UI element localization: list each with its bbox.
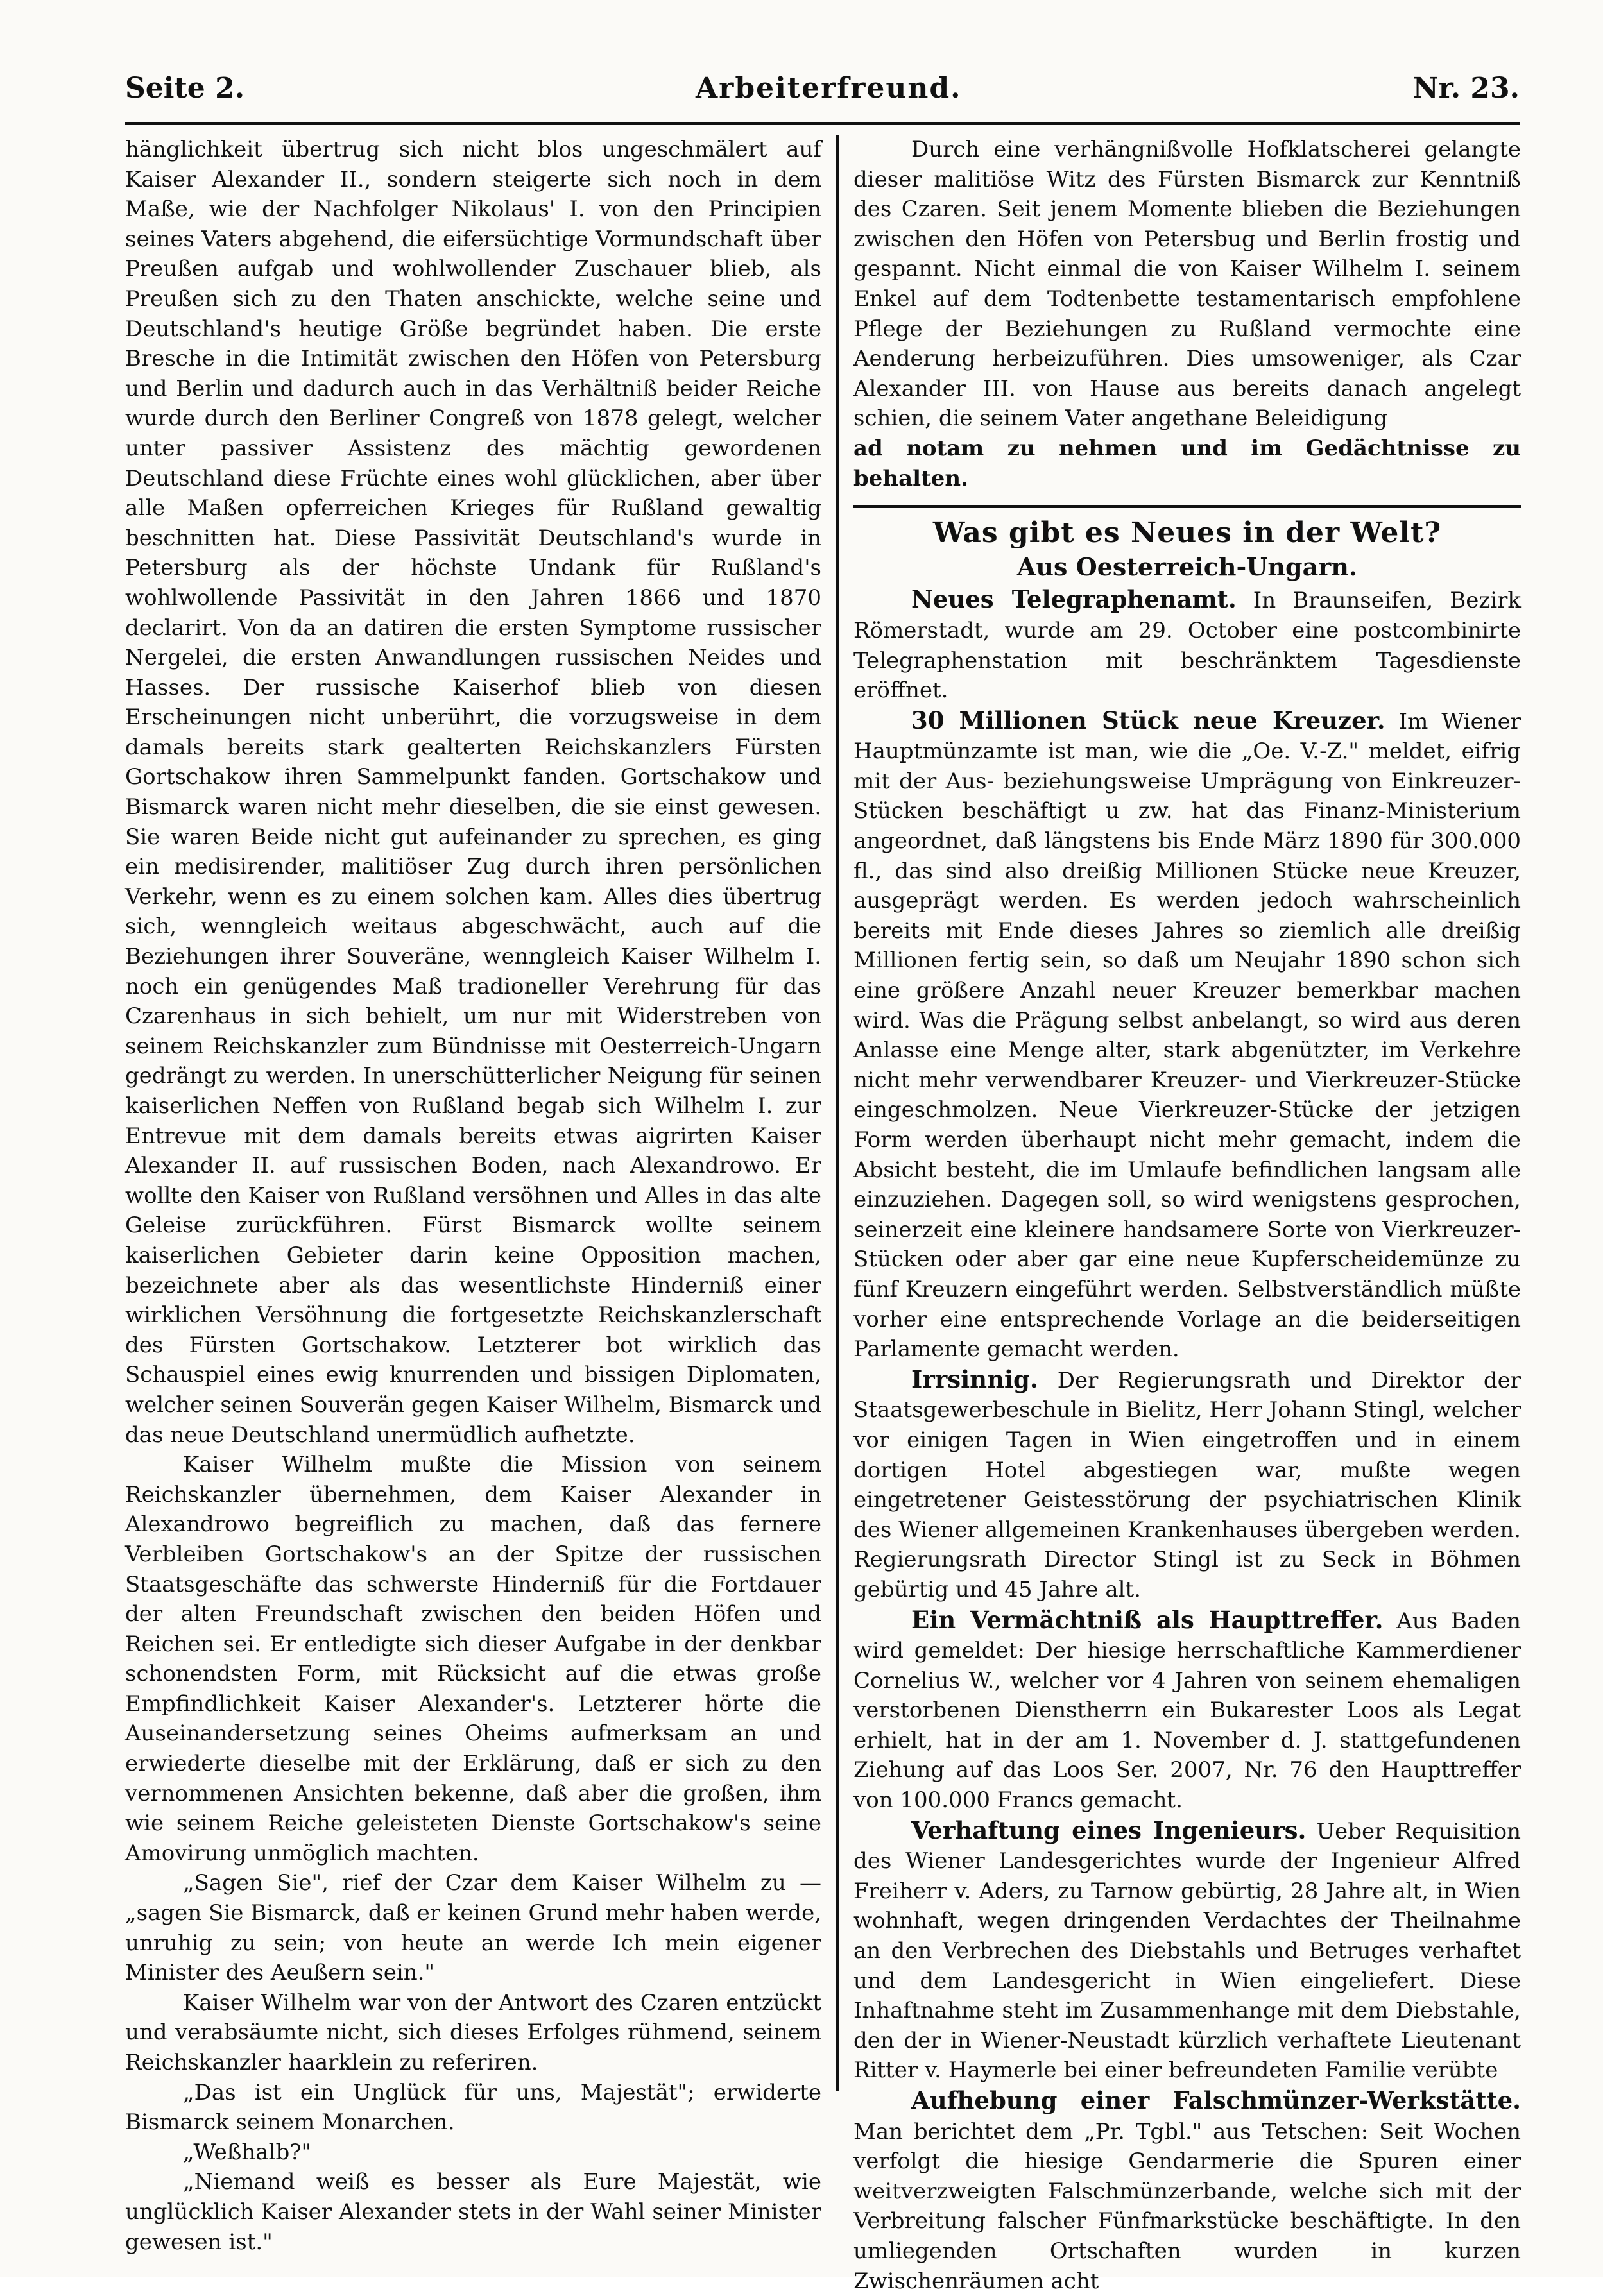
issue-number: Nr. 23.: [1412, 72, 1520, 105]
news-item: [853, 1605, 1521, 1816]
article-paragraph: „Niemand weiß es besser als Eure Majestät, wie unglücklich Kaiser Alexander stets in der Wahl seiner Minister gewesen ist.": [125, 2169, 821, 2255]
column-divider: [836, 135, 839, 2091]
news-headline: Verhaftung eines Ingenieurs.: [911, 1816, 1307, 1844]
news-body: Aus Baden wird gemeldet: Der hiesige herrschaftliche Kammerdiener Cornelius W., welcher vor 4 Jahren von seinem ehemaligen verstorbenen Dienstherrn ein Bukarester Loos als Legat erhielt, hat in der am 1. November d. J. stattgefundenen Ziehung auf das Loos Ser. 2007, Nr. 76 den Haupttreffer von 100.000 Francs gemacht.: [853, 1608, 1522, 1814]
news-item: [853, 2086, 1521, 2296]
news-item: [853, 1816, 1521, 2086]
news-headline: Neues Telegraphenamt.: [911, 585, 1237, 614]
page-number: Seite 2.: [125, 72, 245, 105]
region-heading: Aus Oesterreich-Ungarn.: [1016, 552, 1358, 581]
news-item: [853, 1365, 1521, 1605]
left-column: [125, 135, 821, 2257]
news-body: In Braunseifen, Bezirk Römerstadt, wurde am 29. October eine postcombinirte Telegraphenstation mit beschränktem Tagesdienste eröffnet.: [853, 588, 1521, 704]
news-headline: Irrsinnig.: [911, 1365, 1038, 1393]
news-headline: 30 Millionen Stück neue Kreuzer.: [911, 706, 1385, 735]
article-paragraph: hänglichkeit übertrug sich nicht blos ungeschmälert auf Kaiser Alexander II., sondern steigerte sich noch in dem Maße, wie der Nachfolger Nikolaus' I. von den Principien seines Vaters abgehend, die eifersüchtige Vormundschaft über Preußen aufgab und wohlwollender Zuschauer blieb, als Preußen sich zu den Thaten anschickte, welche seine und Deutschland's heutige Größe begründet haben. Die erste Bresche in die Intimität zwischen den Höfen von Petersburg und Berlin und dadurch auch in das Verhältniß beider Reiche wurde durch den Berliner Congreß von 1878 gelegt, welcher unter passiver Assistenz des mächtig gewordenen Deutschland diese Früchte eines wohl glücklichen, aber über alle Maßen opferreichen Krieges für Rußland gewaltig beschnitten hat. Diese Passivität Deutschland's wurde in Petersburg als der höchste Undank für Rußland's wohlwollende Passivität in den Jahren 1866 und 1870 declarirt. Von da an datiren die ersten Symptome russischer Nergelei, die ersten Anwandlungen russischen Neides und Hasses. Der russische Kaiserhof blieb von diesen Erscheinungen nicht unberührt, die vorzugsweise in dem damals bereits stark gealterten Reichskanzlers Fürsten Gortschakow ihren Sammelpunkt fanden. Gortschakow und Bismarck waren nicht mehr dieselben, die sie einst gewesen. Sie waren Beide nicht gut aufeinander zu sprechen, es ging ein medisirender, malitiöser Zug durch ihren persönlichen Verkehr, wenn es zu einem solchen kam. Alles dies übertrug sich, wenngleich weitaus abgeschwächt, auch auf die Beziehungen ihrer Souveräne, wenngleich Kaiser Wilhelm I. noch ein genügendes Maß tradioneller Verehrung für das Czarenhaus in sich behielt, um nur mit Widerstreben von seinem Reichskanzler zum Bündnisse mit Oesterreich-Ungarn gedrängt zu werden. In unerschütterlicher Neigung für seinen kaiserlichen Neffen von Rußland begab sich Wilhelm I. zur Entrevue mit dem damals bereits etwas aigrirten Kaiser Alexander II. auf russischen Boden, nach Alexandrowo. Er wollte den Kaiser von Rußland versöhnen und Alles in das alte Geleise zurückführen. Fürst Bismarck wollte seinem kaiserlichen Gebieter darin keine Opposition machen, bezeichnete aber als das wesentlichste Hinderniß einer wirklichen Versöhnung die fortgesetzte Reichskanzlerschaft des Fürsten Gortschakow. Letzterer bot wirklich das Schauspiel eines ewig knurrenden und bissigen Diplomaten, welcher seinen Souverän gegen Kaiser Wilhelm, Bismarck und das neue Deutschland unermüdlich aufhetzte.: [125, 137, 821, 1448]
section-rule: [853, 505, 1521, 508]
right-column: [853, 135, 1521, 2296]
news-body: Ueber Requisition des Wiener Landesgerichtes wurde der Ingenieur Alfred Freiherr v. Aders, zu Tarnow gebürtig, 28 Jahre alt, in Wien wohnhaft, wegen dringenden Verdachtes der Theilnahme an den Verbrechen des Diebstahls und Betruges verhaftet und dem Landesgericht in Wien eingeliefert. Diese Inhaftnahme steht im Zusammenhange mit dem Diebstahle, den der in Wiener-Neustadt kürzlich verhaftete Lieutenant Ritter v. Haymerle bei einer befreundeten Familie verübte: [853, 1818, 1521, 2084]
news-item: [853, 706, 1521, 1365]
article-paragraph: „Weßhalb?": [183, 2139, 312, 2165]
article-paragraph: Kaiser Wilhelm mußte die Mission von seinem Reichskanzler übernehmen, dem Kaiser Alexander in Alexandrowo begreiflich zu machen, daß das fernere Verbleiben Gortschakow's an der Spitze der russischen Staatsgeschäfte das schwerste Hinderniß für die Fortdauer der alten Freundschaft zwischen den beiden Höfen und Reichen sei. Er entledigte sich dieser Aufgabe in der denkbar schonendsten Form, mit Rücksicht auf die etwas große Empfindlichkeit Kaiser Alexander's. Letzterer hörte die Auseinandersetzung seines Oheims aufmerksam an und erwiederte dieselbe mit der Erklärung, daß er sich zu den vernommenen Ansichten bekenne, daß aber die großen, ihm wie seinem Reiche geleisteten Dienste Gortschakow's seine Amovirung unmöglich machten.: [125, 1452, 821, 1866]
news-item: [853, 584, 1521, 705]
article-paragraph: „Das ist ein Unglück für uns, Majestät"; erwiderte Bismarck seinem Monarchen.: [125, 2079, 821, 2136]
news-headline: Ein Vermächtniß als Haupttreffer.: [911, 1605, 1384, 1634]
page-header: [125, 64, 1520, 112]
news-body: Der Regierungsrath und Direktor der Staatsgewerbeschule in Bielitz, Herr Johann Stingl, welcher vor einigen Tagen in Wien eingetroffen und in einem dortigen Hotel abgestiegen war, mußte wegen eingetretener Geistesstörung der psychiatrischen Klinik des Wiener allgemeinen Krankenhauses übergeben werden. Regierungsrath Director Stingl ist zu Seck in Böhmen gebürtig und 45 Jahre alt.: [853, 1367, 1522, 1603]
news-headline: Aufhebung einer Falschmünzer-Werkstätte.: [911, 2086, 1521, 2114]
header-rule: [125, 122, 1520, 125]
article-paragraph: Durch eine verhängnißvolle Hofklatscherei gelangte dieser malitiöse Witz des Fürsten Bismarck zur Kenntniß des Czaren. Seit jenem Momente blieben die Beziehungen zwischen den Höfen von Petersbug und Berlin frostig und gespannt. Nicht einmal die von Kaiser Wilhelm I. seinem Enkel auf dem Todtenbette testamentarisch empfohlene Pflege der Beziehungen zu Rußland vermochte eine Aenderung herbeizuführen. Dies umsoweniger, als Czar Alexander III. von Hause aus bereits danach angelegt schien, die seinem Vater angethane Beleidigung: [853, 137, 1521, 432]
article-paragraph: Kaiser Wilhelm war von der Antwort des Czaren entzückt und verabsäumte nicht, sich dieses Erfolges rühmend, seinem Reichskanzler haarklein zu referiren.: [125, 1989, 821, 2075]
newspaper-title: Arbeiterfreund.: [696, 72, 962, 105]
news-body: Im Wiener Hauptmünzamte ist man, wie die „Oe. V.-Z." meldet, eifrig mit der Aus- beziehungsweise Umprägung von Einkreuzer-Stücken beschäftigt u zw. hat das Finanz-Ministerium angeordnet, daß längstens bis Ende März 1890 für 300.000 fl., das sind also dreißig Millionen Stücke neue Kreuzer, ausgeprägt werden. Es werden jedoch wahrscheinlich bereits mit Ende dieses Jahres so ziemlich alle dreißig Millionen fertig sein, so daß um Neujahr 1890 schon sich eine größere Anzahl neuer Kreuzer bemerkbar machen wird. Was die Prägung selbst anbelangt, so wird aus deren Anlasse eine Menge alter, stark abgenützter, im Verkehre nicht mehr verwendbarer Kreuzer- und Vierkreuzer-Stücke eingeschmolzen. Neue Vierkreuzer-Stücke der jetzigen Form werden überhaupt nicht mehr gemacht, indem die Absicht besteht, die im Umlaufe befindlichen langsam alle einzuziehen. Dagegen soll, so wird wenigstens gesprochen, seinerzeit eine kleinere handsamere Sorte von Vierkreuzer-Stücken oder aber gar eine neue Kupferscheidemünze zu fünf Kreuzern eingeführt werden. Selbstverständlich müßte vorher eine entsprechende Vorlage an die beiderseitigen Parlamente gemacht werden.: [853, 708, 1521, 1363]
news-body: Man berichtet dem „Pr. Tgbl." aus Tetschen: Seit Wochen verfolgt die hiesige Gendarmerie die Spuren einer weitverzweigten Falschmünzerbande, welche sich mit der Verbreitung falscher Fünfmarkstücke beschäftigte. In den umliegenden Ortschaften wurden in kurzen Zwischenräumen acht: [853, 2118, 1521, 2294]
section-title: Was gibt es Neues in der Welt?: [932, 516, 1442, 550]
article-paragraph: „Sagen Sie", rief der Czar dem Kaiser Wilhelm zu — „sagen Sie Bismarck, daß er keinen Grund mehr haben werde, unruhig zu sein; von heute an werde Ich mein eigener Minister des Aeußern sein.": [125, 1870, 821, 1986]
article-paragraph-end: ad notam zu nehmen und im Gedächtnisse zu behalten.: [853, 435, 1521, 491]
